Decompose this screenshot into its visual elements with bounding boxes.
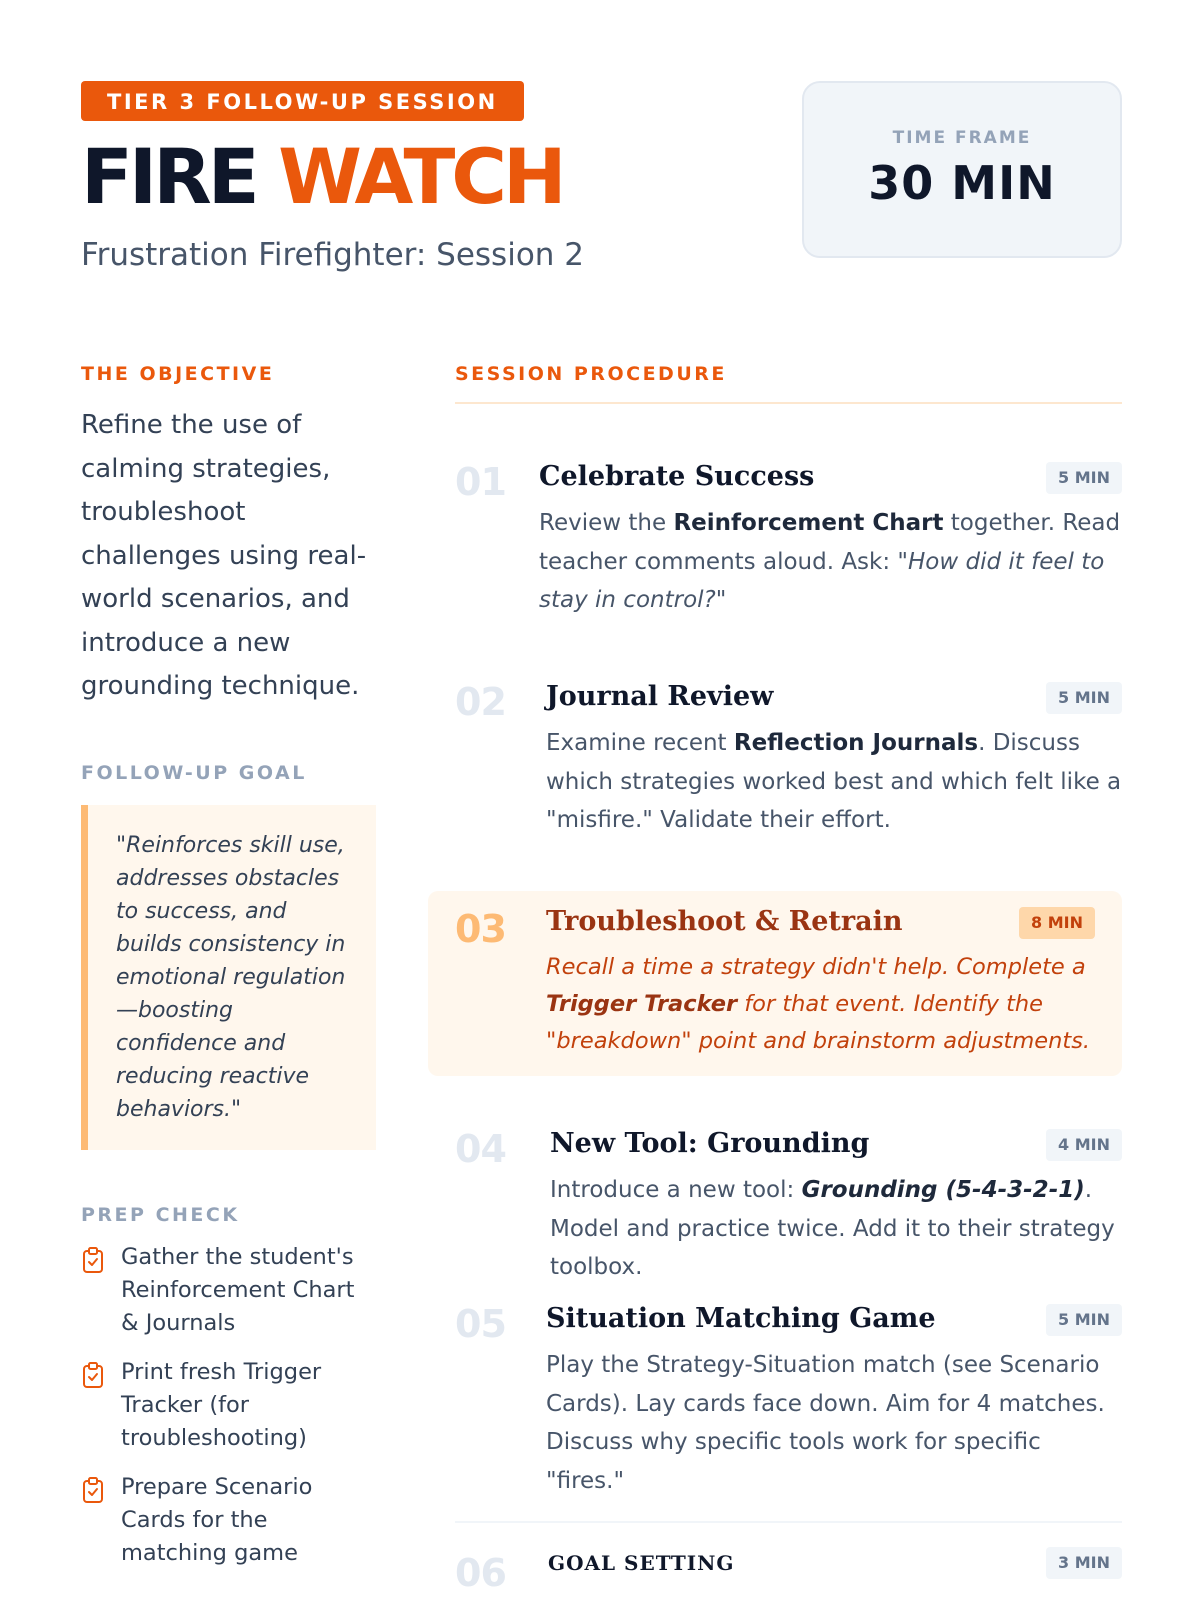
step-number: 06 <box>455 1551 506 1595</box>
prep-item <box>81 1471 376 1570</box>
procedure-step <box>455 1551 1122 1599</box>
step-time-badge: 5 MIN <box>1046 1304 1122 1336</box>
prep-item-text: Prepare Scenario Cards for the matching game <box>121 1473 313 1566</box>
step-desc-text: . Discuss which strategies worked best and which felt like a "misfire." Validate their effort. <box>546 730 1122 833</box>
time-frame-card <box>802 81 1122 258</box>
step-title: Situation Matching Game <box>546 1303 936 1334</box>
step-desc-bold: Grounding (5-4-3-2-1) <box>801 1177 1085 1203</box>
step-body <box>548 1551 1122 1575</box>
clipboard-check-icon <box>81 1361 105 1389</box>
goal-quote: "Reinforces skill use, addresses obstacles to success, and builds consistency in emotional regulation—boosting confidence and reducing reactive behaviors." <box>81 805 376 1150</box>
clipboard-check-icon <box>81 1246 105 1274</box>
page-subtitle: Frustration Firefighter: Session 2 <box>81 237 585 273</box>
prep-item-text: Print fresh Trigger Tracker (for troubleshooting) <box>121 1358 322 1451</box>
step-desc-text: Review the <box>539 510 674 536</box>
step-desc-bold: Reflection Journals <box>733 730 979 756</box>
step-body <box>539 460 1122 620</box>
step-number: 03 <box>455 907 506 951</box>
step-number: 02 <box>455 680 506 724</box>
prep-item-text: Gather the student's Reinforcement Chart & Journals <box>121 1243 355 1336</box>
step-body <box>550 1127 1122 1287</box>
procedure-step <box>455 680 1122 840</box>
procedure-step <box>455 460 1122 620</box>
step-number: 01 <box>455 460 506 504</box>
step-title: Journal Review <box>546 681 774 712</box>
page-title-part1: FIRE <box>81 132 256 221</box>
time-frame-label: TIME FRAME <box>892 128 1032 148</box>
step-description <box>546 949 1095 1060</box>
step-time-badge: 5 MIN <box>1046 462 1122 494</box>
step-number: 04 <box>455 1127 506 1171</box>
goal-label: FOLLOW-UP GOAL <box>81 761 307 784</box>
step-desc-text: for that event. Identify the "breakdown" point and brainstorm adjustments. <box>546 991 1091 1054</box>
prep-label: PREP CHECK <box>81 1203 240 1226</box>
step-body <box>546 905 1095 1060</box>
procedure-step <box>455 1127 1122 1280</box>
step-body <box>546 1302 1122 1500</box>
step-divider <box>455 1521 1122 1523</box>
step-time-badge: 8 MIN <box>1019 907 1095 939</box>
procedure-header <box>455 362 1122 404</box>
session-tier-badge: TIER 3 FOLLOW-UP SESSION <box>81 81 524 121</box>
page-title-part2: WATCH <box>278 132 563 221</box>
step-body <box>546 680 1122 840</box>
step-desc-text: . Model and practice twice. Add it to their strategy toolbox. <box>550 1177 1115 1280</box>
step-time-badge: 4 MIN <box>1046 1129 1122 1161</box>
step-desc-text: together. Read teacher comments aloud. Ask: <box>539 510 1121 575</box>
step-title: GOAL SETTING <box>548 1551 735 1575</box>
step-desc-text: Recall a time a strategy didn't help. Complete a <box>546 954 1086 980</box>
step-desc-bold: Reinforcement Chart <box>673 510 944 536</box>
header <box>81 81 701 275</box>
step-desc-text: Play the Strategy-Situation match (see Scenario Cards). Lay cards face down. Aim for 4 matches. Discuss why specific tools work for specific "fires." <box>546 1352 1105 1494</box>
step-title: New Tool: Grounding <box>550 1128 870 1159</box>
objective-label: THE OBJECTIVE <box>81 363 275 385</box>
step-description <box>546 1346 1122 1500</box>
objective-text: Refine the use of calming strategies, troubleshoot challenges using real-world scenarios, and introduce a new grounding technique. <box>81 410 367 701</box>
step-description <box>546 724 1122 840</box>
step-time-badge: 5 MIN <box>1046 682 1122 714</box>
procedure-label: SESSION PROCEDURE <box>455 363 727 385</box>
step-description <box>550 1171 1122 1287</box>
procedure-step <box>455 1302 1122 1494</box>
procedure-step-highlighted <box>455 891 1122 1076</box>
prep-item <box>81 1356 376 1455</box>
step-number: 05 <box>455 1302 506 1346</box>
prep-item <box>81 1241 376 1340</box>
step-desc-text: Introduce a new tool: <box>550 1177 802 1203</box>
step-desc-italic: "How did it feel to stay in control?" <box>539 548 1105 613</box>
step-desc-text: Examine recent <box>546 730 734 756</box>
step-time-badge: 3 MIN <box>1046 1547 1122 1579</box>
time-frame-value: 30 MIN <box>868 156 1056 210</box>
clipboard-check-icon <box>81 1476 105 1504</box>
step-title: Celebrate Success <box>539 461 815 492</box>
step-desc-bold: Trigger Tracker <box>546 991 738 1017</box>
step-title: Troubleshoot & Retrain <box>546 906 903 937</box>
prep-list <box>81 1241 376 1570</box>
left-column <box>81 362 376 1586</box>
session-procedure <box>455 362 1122 1595</box>
page-title <box>81 132 701 221</box>
step-description <box>539 504 1122 620</box>
